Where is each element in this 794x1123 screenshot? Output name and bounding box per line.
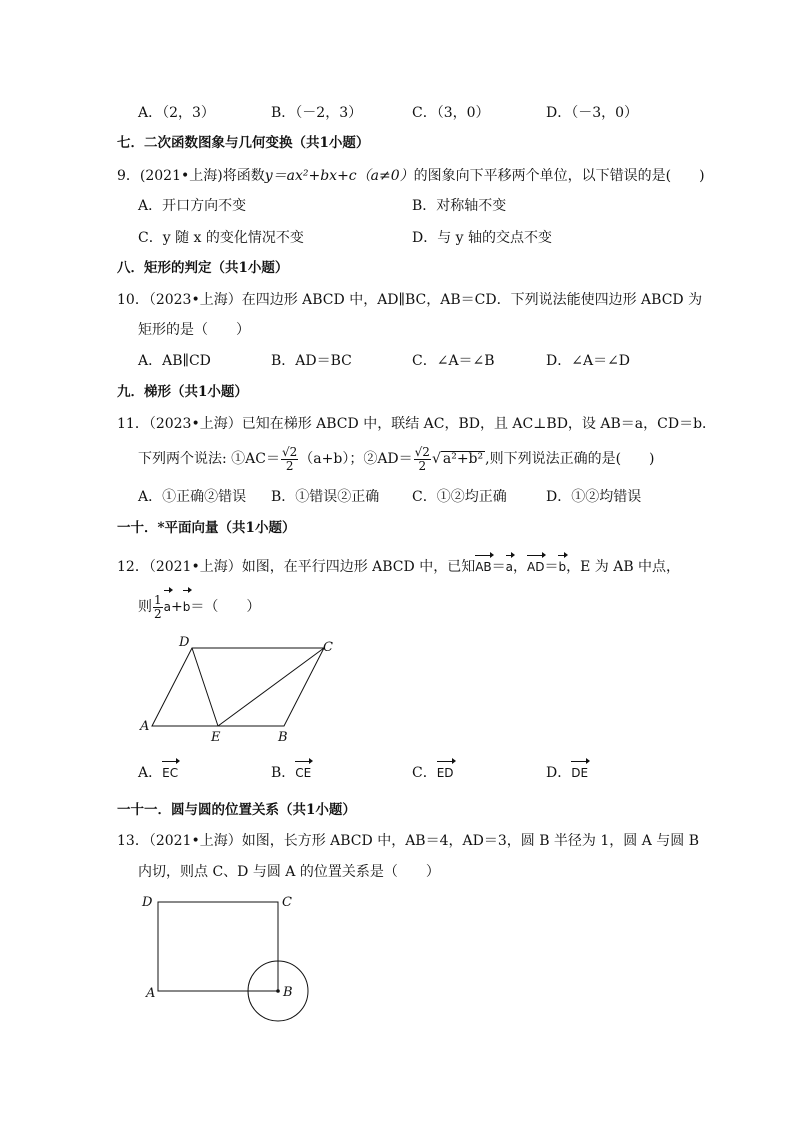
segment-ec <box>218 648 324 726</box>
q9-suffix: 的图象向下平移两个单位，以下错误的是( ) <box>413 168 705 184</box>
q12-option-b: B．CE <box>271 765 312 781</box>
q10-option-d: D．∠A＝∠D <box>546 353 631 369</box>
vector-de: DE <box>571 763 588 783</box>
label-d: D <box>179 635 190 650</box>
vector-ab: AB <box>475 557 491 577</box>
section-heading-10: 一十．*平面向量（共1小题） <box>117 520 296 536</box>
rectangle-abcd <box>158 902 278 991</box>
section-heading-11: 一十一．圆与圆的位置关系（共1小题） <box>117 802 356 818</box>
label-b: B <box>283 985 293 1000</box>
label-b: B <box>278 730 288 744</box>
q12-tail: ，E 为 AB 中点， <box>566 559 681 575</box>
radical-sign: √ <box>431 451 441 467</box>
label-e: E <box>211 730 221 744</box>
q11-radicand: a²+b² <box>442 451 484 467</box>
q11-statement-1-lead: 下列两个说法: ①AC＝ <box>138 451 280 467</box>
center-point-b <box>276 989 280 993</box>
q12-then: 则 <box>138 599 152 615</box>
q11-option-c: C．①②均正确 <box>412 489 507 505</box>
q12-option-c: C．ED <box>412 765 454 781</box>
question-11-line-1: 11．（2023•上海）已知在梯形 ABCD 中，联结 AC，BD，且 AC⊥BD，设 AB＝a，CD＝b． <box>117 416 717 432</box>
vector-a: a <box>506 557 513 577</box>
vector-ed: ED <box>437 763 454 783</box>
question-10-line-2: 矩形的是（ ） <box>138 322 250 338</box>
q8-option-a: A．（2，3） <box>138 105 215 121</box>
q11-option-b: B．①错误②正确 <box>271 489 380 505</box>
rectangle-circle-figure <box>138 890 338 1030</box>
question-13-line-2: 内切，则点 C、D 与圆 A 的位置关系是（ ） <box>138 864 440 880</box>
question-10-line-1: 10．（2023•上海）在四边形 ABCD 中，AD∥BC，AB＝CD．下列说法能使四边形 ABCD 为 <box>117 292 703 308</box>
q11-option-d: D．①②均错误 <box>546 489 642 505</box>
q9-option-d: D．与 y 轴的交点不变 <box>412 230 553 246</box>
q9-condition: （a≠0） <box>356 168 414 184</box>
label-d: D <box>142 895 153 910</box>
vector-b-expr: b <box>183 592 191 622</box>
q8-option-c: C．（3，0） <box>412 105 490 121</box>
q11-line-2-tail: ,则下列说法正确的是( ) <box>485 451 655 467</box>
vector-b: b <box>558 557 566 577</box>
q12-half-fraction: $\frac{1}{2}$ <box>154 592 162 621</box>
q9-option-b: B．对称轴不变 <box>412 198 507 214</box>
q11-statement-2-lead: （a+b）；②AD＝ <box>299 451 413 467</box>
q12-option-d: D．DE <box>546 765 589 781</box>
label-c: C <box>323 640 333 655</box>
q9-option-c: C．y 随 x 的变化情况不变 <box>138 230 304 246</box>
parallelogram-figure <box>138 632 348 744</box>
q11-option-a: A．①正确②错误 <box>138 489 247 505</box>
question-12-line-2: 则 $\frac{1}{2}$ a+b＝（ ） <box>138 592 261 621</box>
label-a: A <box>146 986 156 1001</box>
q11-fraction-2: $\frac{√2}{2}$ <box>414 444 430 473</box>
q12-lead: 12．（2021•上海）如图，在平行四边形 ABCD 中，已知 <box>117 559 476 575</box>
q11-fraction-1: $\frac{√2}{2}$ <box>282 444 298 473</box>
vector-ad: AD <box>527 557 544 577</box>
parallelogram-abcd <box>152 648 324 726</box>
q10-option-b: B．AD＝BC <box>271 353 352 369</box>
section-heading-7: 七．二次函数图象与几何变换（共1小题） <box>117 135 370 151</box>
q8-option-b: B．（－2，3） <box>271 105 363 121</box>
question-13-line-1: 13．（2021•上海）如图，长方形 ABCD 中，AB＝4，AD＝3，圆 B 半径为 1，圆 A 与圆 B <box>117 833 700 849</box>
q9-function: y＝ax²+bx+c <box>264 168 357 184</box>
segment-de <box>192 648 218 726</box>
q10-option-c: C．∠A＝∠B <box>412 353 495 369</box>
section-heading-8: 八．矩形的判定（共1小题） <box>117 260 289 276</box>
question-12-line-1: 12．（2021•上海）如图，在平行四边形 ABCD 中，已知AB＝a，AD＝b，E 为 AB 中点， <box>117 559 681 575</box>
q10-option-a: A．AB∥CD <box>138 353 211 369</box>
label-a: A <box>140 719 150 734</box>
q9-prefix: 9．(2021•上海)将函数 <box>117 168 265 184</box>
section-heading-9: 九．梯形（共1小题） <box>117 384 248 400</box>
q8-option-d: D．（－3，0） <box>546 105 639 121</box>
question-11-line-2 <box>138 444 655 474</box>
q12-option-a: A．EC <box>138 765 179 781</box>
vector-a-expr: a <box>164 592 171 622</box>
vector-ce: CE <box>295 763 311 783</box>
q12-blank: ＝（ ） <box>190 599 261 615</box>
label-c: C <box>282 895 292 910</box>
question-9-stem <box>117 166 705 186</box>
vector-ec: EC <box>162 763 178 783</box>
q9-option-a: A．开口方向不变 <box>138 198 247 214</box>
